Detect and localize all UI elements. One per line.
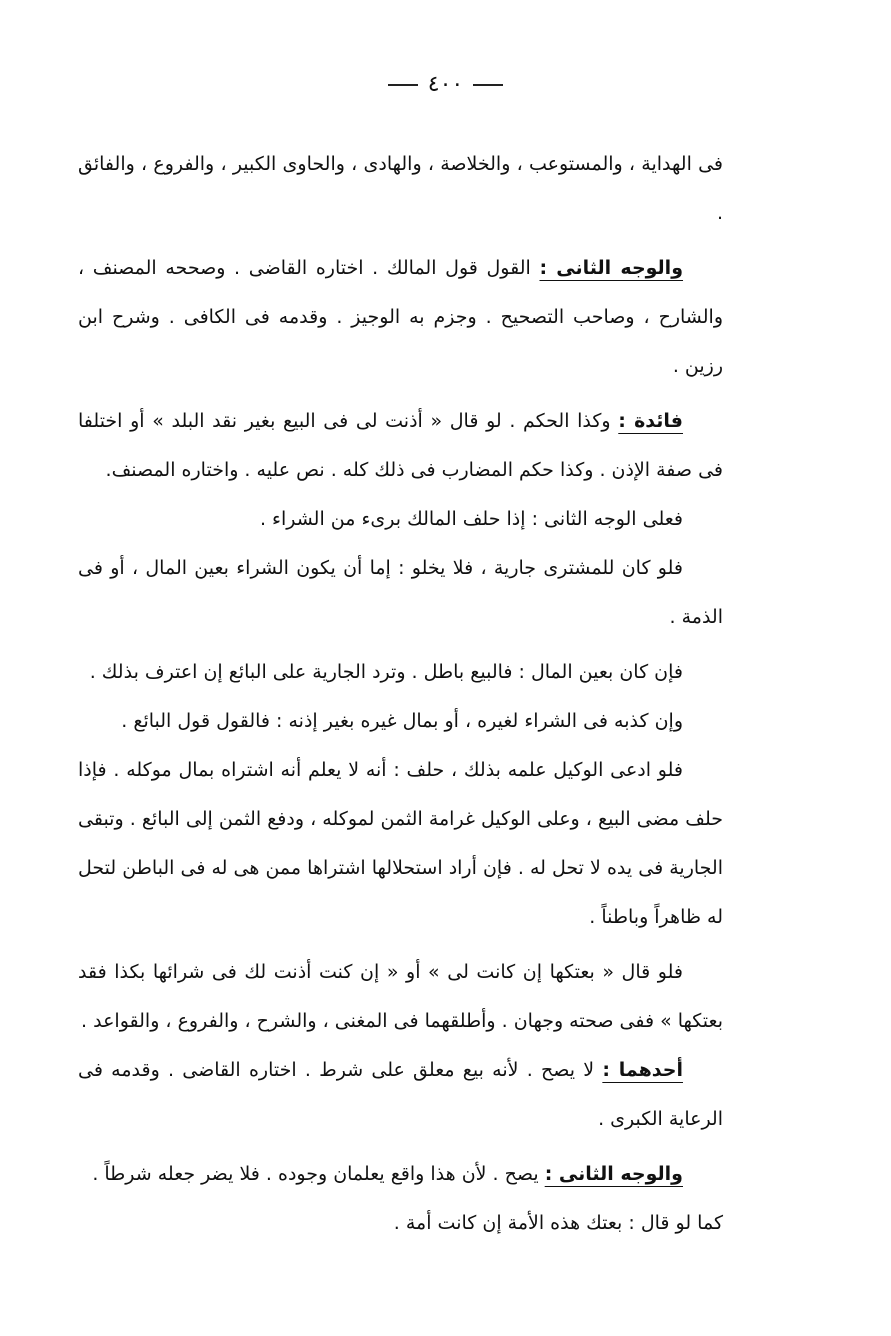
- paragraph-5-text: فلو كان للمشترى جارية ، فلا يخلو : إما أن يكون الشراء بعين المال ، أو فى الذمة .: [78, 557, 723, 628]
- page-number-text: ٤٠٠: [427, 72, 464, 97]
- paragraph-1-text: فى الهداية ، والمستوعب ، والخلاصة ، والهادى ، والحاوى الكبير ، والفروع ، والفائق .: [78, 153, 723, 224]
- paragraph-2-heading: والوجه الثانى :: [539, 257, 684, 279]
- paragraph-7-text: وإن كذبه فى الشراء لغيره ، أو بمال غيره بغير إذنه : فالقول قول البائع .: [121, 710, 683, 732]
- paragraph-5: [78, 544, 723, 642]
- paragraph-1: [78, 140, 723, 238]
- paragraph-9-text: فلو قال « بعتكها إن كانت لى » أو « إن كنت أذنت لك فى شرائها بكذا فقد بعتكها » ففى صحته وجهان . وأطلقهما فى المغنى ، والشرح ، والفروع ، والقواعد .: [78, 961, 723, 1032]
- paragraph-8: [78, 746, 723, 942]
- paragraph-9: [78, 948, 723, 1046]
- paragraph-7: [78, 697, 723, 746]
- paragraph-11: [78, 1150, 723, 1199]
- paragraph-3-heading: فائدة :: [618, 410, 683, 432]
- paragraph-3: [78, 397, 723, 495]
- page-number-dash-right: [388, 84, 418, 86]
- paragraph-12-text: كما لو قال : بعتك هذه الأمة إن كانت أمة .: [393, 1212, 723, 1234]
- paragraph-10: [78, 1046, 723, 1144]
- paragraph-2: [78, 244, 723, 391]
- paragraph-3-text: وكذا الحكم . لو قال « أذنت لى فى البيع بغير نقد البلد » أو اختلفا فى صفة الإذن . وكذا حكم المضارب فى ذلك كله . نص عليه . واختاره المصنف.: [78, 410, 723, 481]
- paragraph-2-text: القول قول المالك . اختاره القاضى . وصححه المصنف ، والشارح ، وصاحب التصحيح . وجزم به الوجيز . وقدمه فى الكافى . وشرح ابن رزين .: [78, 257, 723, 377]
- paragraph-4: [78, 495, 723, 544]
- paragraph-4-text: فعلى الوجه الثانى : إذا حلف المالك برىء من الشراء .: [259, 508, 683, 530]
- paragraph-6: [78, 648, 723, 697]
- page-number-dash-left: [473, 84, 503, 86]
- paragraph-8-text: فلو ادعى الوكيل علمه بذلك ، حلف : أنه لا يعلم أنه اشتراه بمال موكله . فإذا حلف مضى البيع ، وعلى الوكيل غرامة الثمن لموكله ، ودفع الثمن إلى البائع . وتبقى الجارية فى يده لا تحل له . فإن أراد استحلالها اشتراها ممن هى له فى الباطن لتحل له ظاهراً وباطناً .: [78, 759, 723, 928]
- page-number: [0, 72, 891, 97]
- paragraph-6-text: فإن كان بعين المال : فالبيع باطل . وترد الجارية على البائع إن اعترف بذلك .: [89, 661, 683, 683]
- body-text: [78, 140, 723, 1248]
- paragraph-10-text: لا يصح . لأنه بيع معلق على شرط . اختاره القاضى . وقدمه فى الرعاية الكبرى .: [78, 1059, 723, 1130]
- paragraph-10-heading: أحدهما :: [602, 1059, 683, 1081]
- paragraph-11-heading: والوجه الثانى :: [544, 1163, 683, 1185]
- paragraph-11-text: يصح . لأن هذا واقع يعلمان وجوده . فلا يضر جعله شرطاً .: [92, 1163, 539, 1185]
- paragraph-12: [78, 1199, 723, 1248]
